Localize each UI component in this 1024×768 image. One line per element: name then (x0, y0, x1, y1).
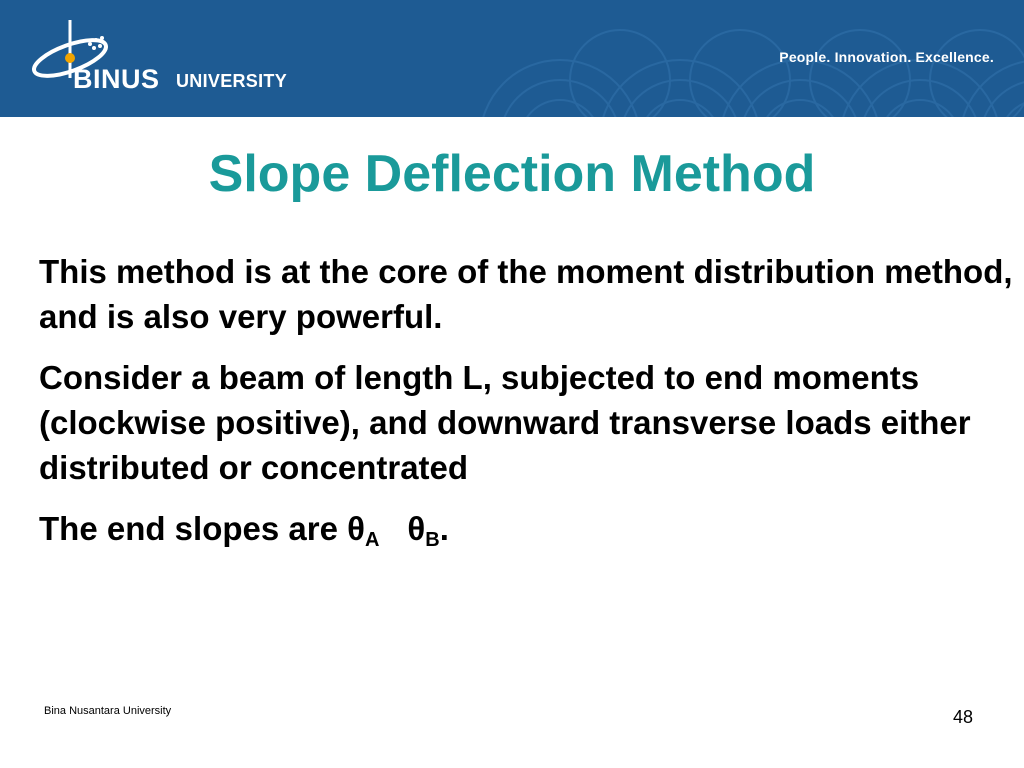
footer-institution: Bina Nusantara University (44, 705, 172, 717)
slide-title: Slope Deflection Method (208, 145, 816, 203)
paragraph-3-prefix: The end slopes are (39, 510, 348, 547)
slide-body (39, 249, 1014, 579)
tagline: People. Innovation. Excellence. (779, 49, 994, 65)
paragraph-3 (39, 506, 1014, 563)
binus-logo-icon (22, 18, 312, 108)
paragraph-3-suffix: . (439, 510, 449, 547)
theta-b-symbol: θ (407, 510, 426, 547)
theta-a-subscript: A (364, 529, 380, 551)
theta-a-symbol: θ (347, 510, 365, 547)
page-number: 48 (953, 707, 974, 727)
paragraph-2: Consider a beam of length L, subjected to end moments (clockwise positive), and downward transverse loads either distributed or concentrated (39, 359, 971, 486)
brand-suffix: UNIVERSITY (176, 71, 288, 91)
paragraph-1: This method is at the core of the moment distribution method, and is also very powerful. (39, 253, 1013, 335)
theta-b-subscript: B (425, 529, 440, 551)
brand-name: BINUS (73, 64, 160, 94)
header-banner (0, 0, 1024, 117)
